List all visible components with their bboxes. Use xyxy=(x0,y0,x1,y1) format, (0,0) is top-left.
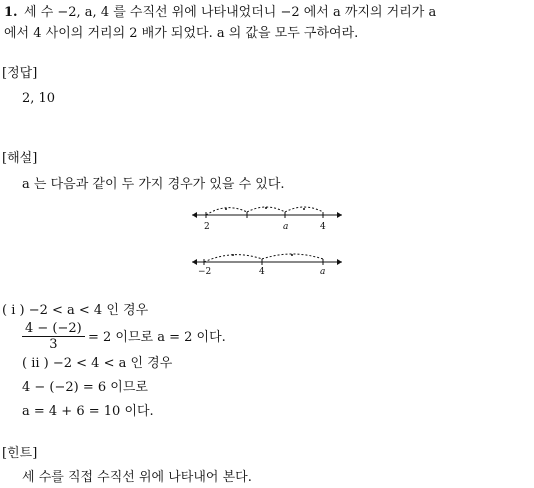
diagram2-label-3: a xyxy=(320,267,326,277)
case-1-title: ( i ) −2 < a < 4 인 경우 xyxy=(2,303,149,318)
explanation-intro: a 는 다음과 같이 두 가지 경우가 있을 수 있다. xyxy=(22,177,285,192)
diagram1-label-1: 2 xyxy=(204,222,210,232)
diagram1-label-3: 4 xyxy=(320,222,326,232)
fraction-numerator: 4 − (−2) xyxy=(22,321,85,337)
case-2-line-2: a = 4 + 6 = 10 이다. xyxy=(22,404,154,419)
fraction-denominator: 3 xyxy=(49,337,58,352)
number-line-case-1 xyxy=(192,207,342,232)
diagram2-label-2: 4 xyxy=(259,267,265,277)
case-1-result: = 2 이므로 a = 2 이다. xyxy=(88,330,226,345)
problem-line-2: 에서 4 사이의 거리의 2 배가 되었다. a 의 값을 모두 구하여라. xyxy=(4,26,359,41)
case-2-title: ( ii ) −2 < 4 < a 인 경우 xyxy=(22,356,173,371)
problem-number: 1. xyxy=(4,5,18,20)
hint-text: 세 수를 직접 수직선 위에 나타내어 본다. xyxy=(22,470,252,485)
explanation-heading: [해설] xyxy=(2,151,38,166)
case-1-fraction xyxy=(22,321,85,352)
diagram2-label-1: −2 xyxy=(198,267,212,277)
hint-heading: [힌트] xyxy=(2,446,38,461)
number-line-case-2 xyxy=(192,254,342,277)
answer-value: 2, 10 xyxy=(22,91,56,106)
answer-heading: [정답] xyxy=(2,66,38,81)
diagram1-label-2: a xyxy=(283,222,289,232)
case-2-line-1: 4 − (−2) = 6 이므로 xyxy=(22,380,148,395)
problem-line-1: 세 수 −2, a, 4 를 수직선 위에 나타내었더니 −2 에서 a 까지의 거리가 a xyxy=(24,5,437,20)
